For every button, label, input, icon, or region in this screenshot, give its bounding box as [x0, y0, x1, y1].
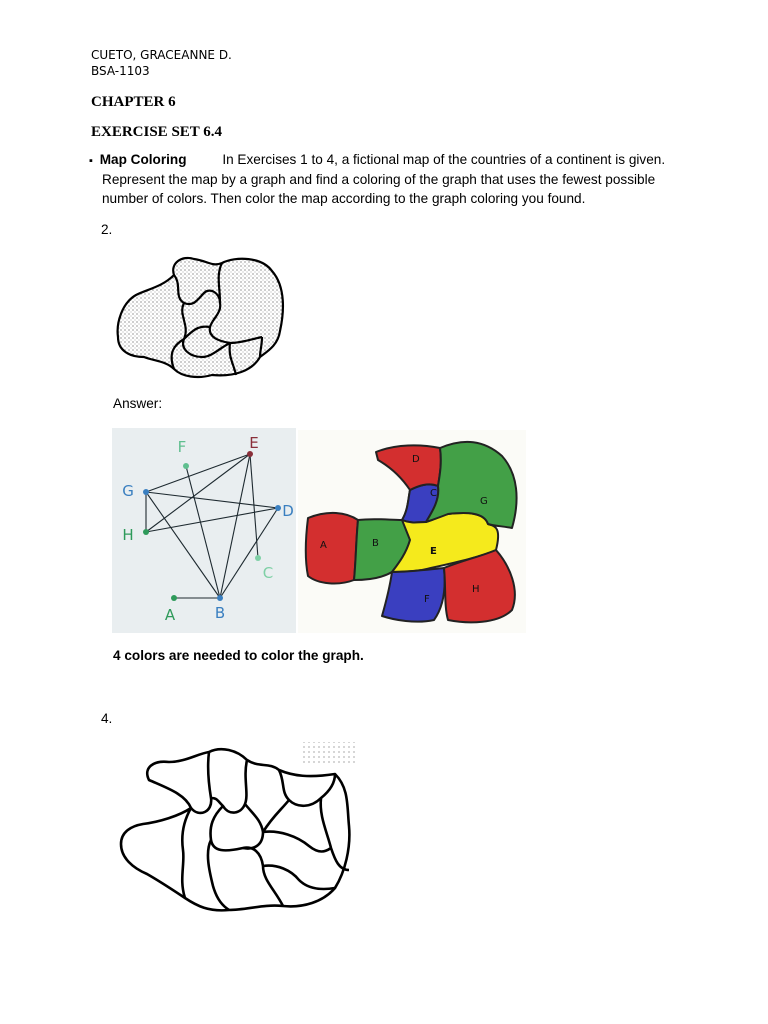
intro-line-1: In Exercises 1 to 4, a fictional map of the countries of a continent is given.	[222, 152, 666, 167]
graph-node-D	[275, 505, 281, 511]
graph-node-label-E: E	[249, 434, 259, 452]
map-region-label-H: H	[472, 584, 480, 595]
chapter-title: CHAPTER 6	[91, 94, 176, 110]
exercise-set-title: EXERCISE SET 6.4	[91, 124, 223, 140]
map-coloring-label: Map Coloring	[99, 152, 187, 167]
map-4-outline	[121, 749, 349, 910]
graph-edge-DB	[220, 508, 278, 598]
map-region-A	[306, 513, 358, 584]
graph-node-label-B: B	[214, 604, 226, 622]
map-region-label-G: G	[480, 496, 488, 507]
graph-node-label-C: C	[262, 564, 274, 582]
map-region-label-C: C	[430, 488, 437, 499]
graph-node-C	[255, 555, 261, 561]
exercise-4-map	[113, 740, 358, 915]
graph-node-label-D: D	[282, 502, 294, 520]
map-region-label-B: B	[372, 538, 379, 549]
map-region-F	[382, 568, 445, 622]
exercise-2-number: 2.	[101, 222, 113, 237]
graph-svg	[112, 428, 296, 633]
map-region-D	[376, 445, 441, 490]
map-region-label-F: F	[424, 594, 430, 605]
map-region-label-E: E	[430, 546, 437, 557]
student-section: BSA-1103	[91, 64, 150, 78]
intro-line-3: number of colors. Then color the map according to the graph coloring you found.	[102, 191, 586, 206]
colored-map-image	[298, 430, 526, 633]
exercise-2-map	[112, 253, 287, 383]
graph-edge-HE	[146, 454, 250, 532]
map-region-label-A: A	[320, 540, 327, 551]
graph-edge-EB	[220, 454, 250, 598]
graph-edge-GB	[146, 492, 220, 598]
answer-label: Answer:	[113, 396, 163, 411]
intro-line-2: Represent the map by a graph and find a coloring of the graph that uses the fewest possible	[102, 172, 656, 187]
graph-node-label-G: G	[122, 482, 134, 500]
exercise-4-number: 4.	[101, 711, 113, 726]
bullet-icon: ▪	[89, 155, 93, 167]
map-outline	[118, 258, 283, 377]
graph-node-F	[183, 463, 189, 469]
graph-edge-GD	[146, 492, 278, 508]
graph-node-G	[143, 489, 149, 495]
graph-edge-EC	[250, 454, 258, 558]
intro-paragraph	[89, 150, 689, 172]
graph-node-label-H: H	[122, 526, 134, 544]
graph-node-label-A: A	[164, 606, 176, 624]
graph-node-H	[143, 529, 149, 535]
map-region-label-D: D	[412, 454, 420, 465]
answer-conclusion: 4 colors are needed to color the graph.	[113, 648, 364, 663]
graph-node-A	[171, 595, 177, 601]
graph-node-B	[217, 595, 223, 601]
graph-node-label-F: F	[177, 438, 187, 456]
student-name: CUETO, GRACEANNE D.	[91, 48, 232, 62]
graph-edge-GE	[146, 454, 250, 492]
colored-map-svg	[298, 430, 526, 633]
graph-edge-FB	[186, 466, 220, 598]
graph-image	[112, 428, 296, 633]
